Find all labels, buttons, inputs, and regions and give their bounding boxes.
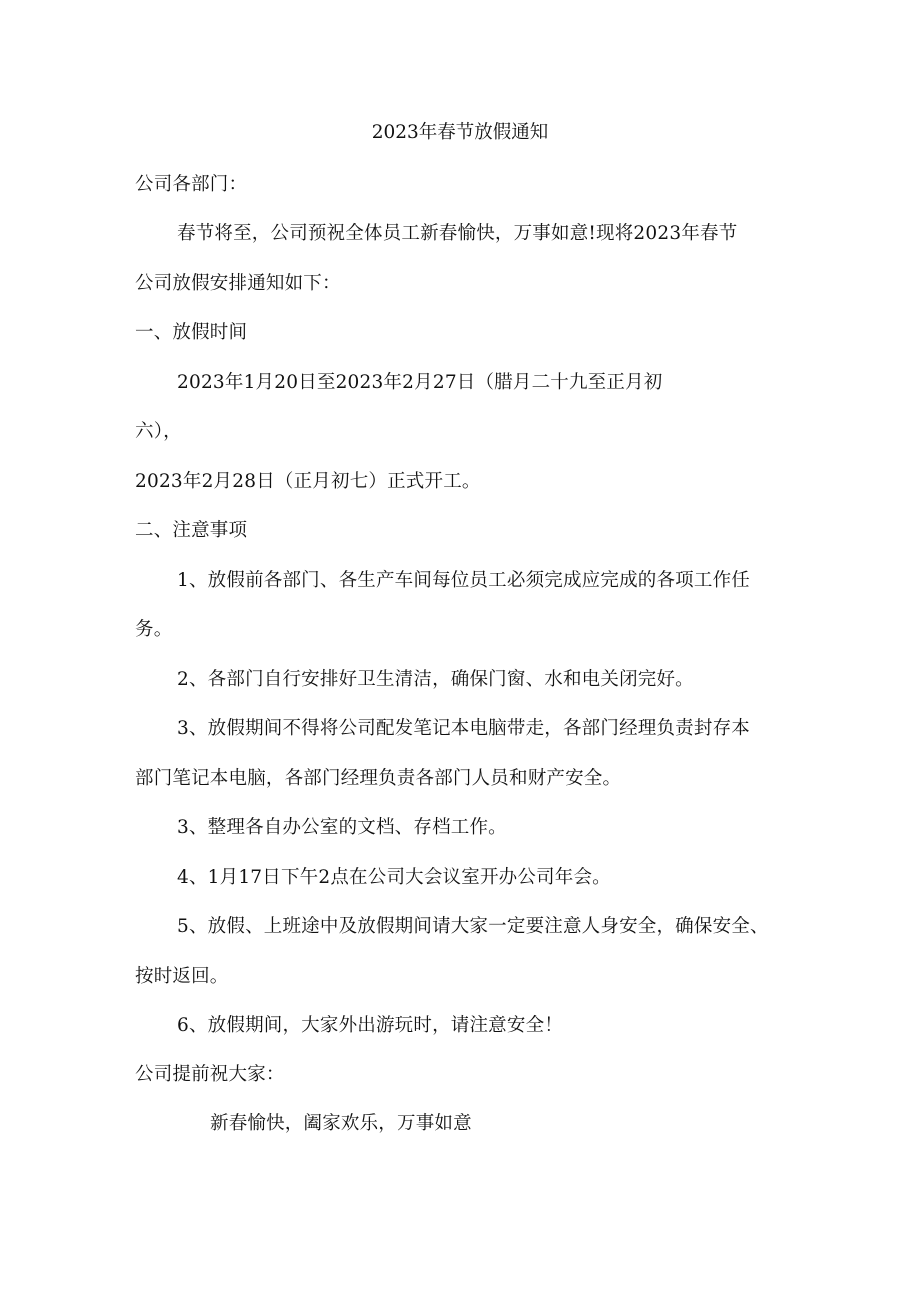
note-item-3-line-1: 3、放假期间不得将公司配发笔记本电脑带走，各部门经理负责封存本 xyxy=(177,718,750,739)
note-item-6-line-2: 按时返回。 xyxy=(135,966,229,987)
note-item-7: 6、放假期间，大家外出游玩时，请注意安全！ xyxy=(177,1015,563,1036)
document-title: 2023年春节放假通知 xyxy=(371,122,549,143)
note-item-3-line-2: 部门笔记本电脑，各部门经理负责各部门人员和财产安全。 xyxy=(135,768,622,789)
note-item-1-line-2: 务。 xyxy=(135,619,173,640)
holiday-time-line-1: 2023年1月20日至2023年2月27日（腊月二十九至正月初 xyxy=(177,372,663,393)
closing-line: 公司提前祝大家： xyxy=(135,1064,285,1085)
note-item-2: 2、各部门自行安排好卫生清洁，确保门窗、水和电关闭完好。 xyxy=(177,669,694,690)
salutation: 公司各部门： xyxy=(135,174,248,195)
holiday-time-line-3: 2023年2月28日（正月初七）正式开工。 xyxy=(135,471,481,492)
note-item-1-line-1: 1、放假前各部门、各生产车间每位员工必须完成应完成的各项工作任 xyxy=(177,570,750,591)
wishes-line: 新春愉快，阖家欢乐，万事如意 xyxy=(210,1113,472,1134)
section-heading-holiday-time: 一、放假时间 xyxy=(135,322,248,343)
note-item-6-line-1: 5、放假、上班途中及放假期间请大家一定要注意人身安全，确保安全、 xyxy=(177,916,769,937)
intro-line-2: 公司放假安排通知如下： xyxy=(135,273,341,294)
note-item-5: 4、1月17日下午2点在公司大会议室开办公司年会。 xyxy=(177,867,611,888)
section-heading-notes: 二、注意事项 xyxy=(135,520,248,541)
holiday-time-line-2: 六）， xyxy=(135,421,182,442)
intro-line-1: 春节将至，公司预祝全体员工新春愉快，万事如意!现将2023年春节 xyxy=(177,223,738,244)
note-item-4: 3、整理各自办公室的文档、存档工作。 xyxy=(177,817,507,838)
